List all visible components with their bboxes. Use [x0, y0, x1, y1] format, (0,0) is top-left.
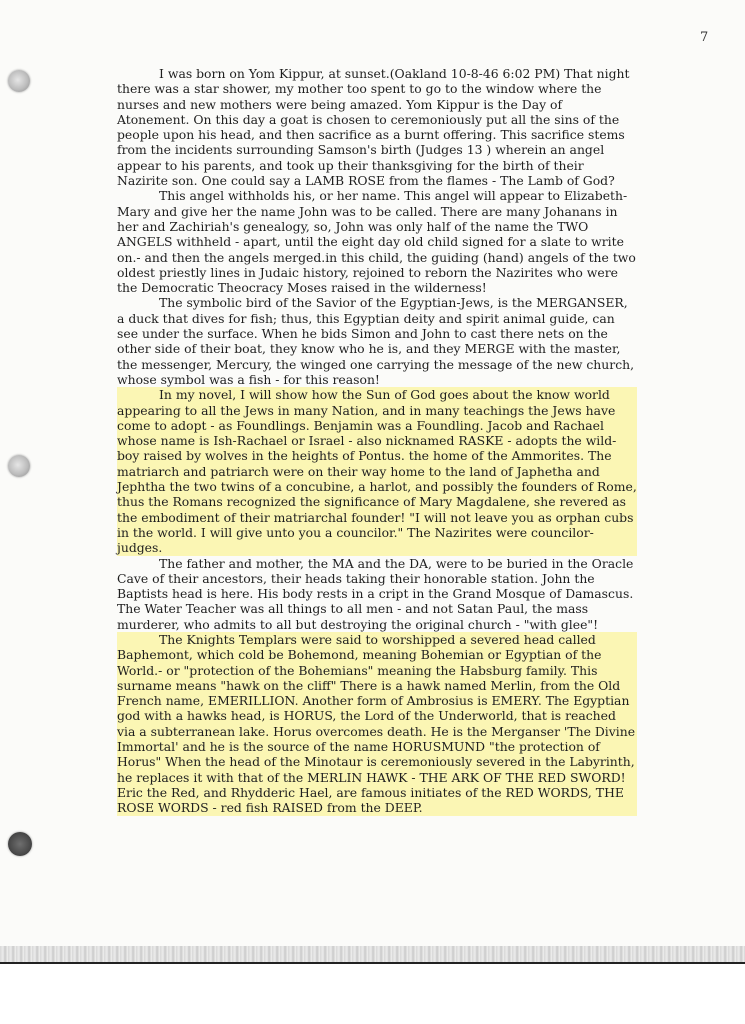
- page-number: 7: [700, 30, 709, 45]
- paragraph-6: The Knights Templars were said to worshipped a severed head called Baphemont, which cold be Bohemond, meaning Bohemian or Egyptian of the World.- or "protection of the Bohemians" meaning the Habsburg family. This surname means "hawk on the cliff" There is a hawk named Merlin, from the Old French name, EMERILLION. Another form of Ambrosius is EMERY. The Egyptian god with a hawks head, is HORUS, the Lord of the Underworld, that is reached via a subterranean lake. Horus overcomes death. He is the Merganser 'The Divine Immortal' and he is the source of the name HORUSMUND "the protection of Horus" When the head of the Minotaur is ceremoniously severed in the Labyrinth, he replaces it with that of the MERLIN HAWK - THE ARK OF THE RED SWORD! Eric the Red, and Rhydderic Hael, are famous initiates of the RED WORDS, THE ROSE WORDS - red fish RAISED from the DEEP.: [117, 631, 636, 816]
- paragraph-2: This angel withholds his, or her name. This angel will appear to Elizabeth-Mary and give her the name John was to be called. There are many Johanans in her and Zachiriah's genealogy, so, John was only half of the name the TWO ANGELS withheld - apart, until the eight day old child signed for a slate to write on.- and then the angels merged.in this child, the guiding (hand) angels of the two oldest priestly lines in Judaic history, rejoined to reborn the Nazirites who were the Democratic Theocracy Moses raised in the wilderness!: [117, 188, 636, 296]
- scan-border-line: [0, 962, 745, 964]
- paragraph-1: I was born on Yom Kippur, at sunset.(Oakland 10-8-46 6:02 PM) That night there was a star shower, my mother too spent to go to the window where the nurses and new mothers were being amazed. Yom Kippur is the Day of Atonement. On this day a goat is chosen to ceremoniously put all the sins of the people upon his head, and then sacrifice as a burnt offering. This sacrifice stems from the incidents surrounding Samson's birth (Judges 13 ) wherein an angel appear to his parents, and took up their thanksgiving for the birth of their Nazirite son. One could say a LAMB ROSE from the flames - The Lamb of God?: [117, 66, 630, 189]
- paragraph-5: The father and mother, the MA and the DA, were to be buried in the Oracle Cave of their ancestors, their heads taking their honorable station. John the Baptists head is here. His body rests in a cript in the Grand Mosque of Damascus. The Water Teacher was all things to all men - and not Satan Paul, the mass murderer, who admits to all but destroying the original church - "with glee"!: [117, 555, 634, 632]
- paragraph-4: In my novel, I will show how the Sun of God goes about the know world appearing to all the Jews in many Nation, and in many teachings the Jews have come to adopt - as Foundlings. Benjamin was a Foundling. Jacob and Rachael whose name is Ish-Rachael or Israel - also nicknamed RASKE - adopts the wild- boy raised by wolves in the heights of Pontus. the home of the Ammorites. The matriarch and patriarch were on their way home to the land of Japhetha and Jephtha the two twins of a concubine, a harlot, and possibly the founders of Rome, thus the Romans recognized the significance of Mary Magdalene, she revered as the embodiment of their matriarchal founder! "I will not leave you as orphan cubs in the world. I will give unto you a councilor." The Nazirites were councilor-judges.: [117, 387, 637, 556]
- document-body: [117, 66, 637, 816]
- punch-hole-icon: [8, 832, 32, 856]
- paragraph-3: The symbolic bird of the Savior of the Egyptian-Jews, is the MERGANSER, a duck that dives for fish; thus, this Egyptian deity and spirit animal guide, can see under the surface. When he bids Simon and John to cast there nets on the other side of their boat, they know who he is, and they MERGE with the master, the messenger, Mercury, the winged one carrying the message of the new church, whose symbol was a fish - for this reason!: [117, 295, 635, 387]
- punch-hole-icon: [8, 455, 30, 477]
- punch-hole-icon: [8, 70, 30, 92]
